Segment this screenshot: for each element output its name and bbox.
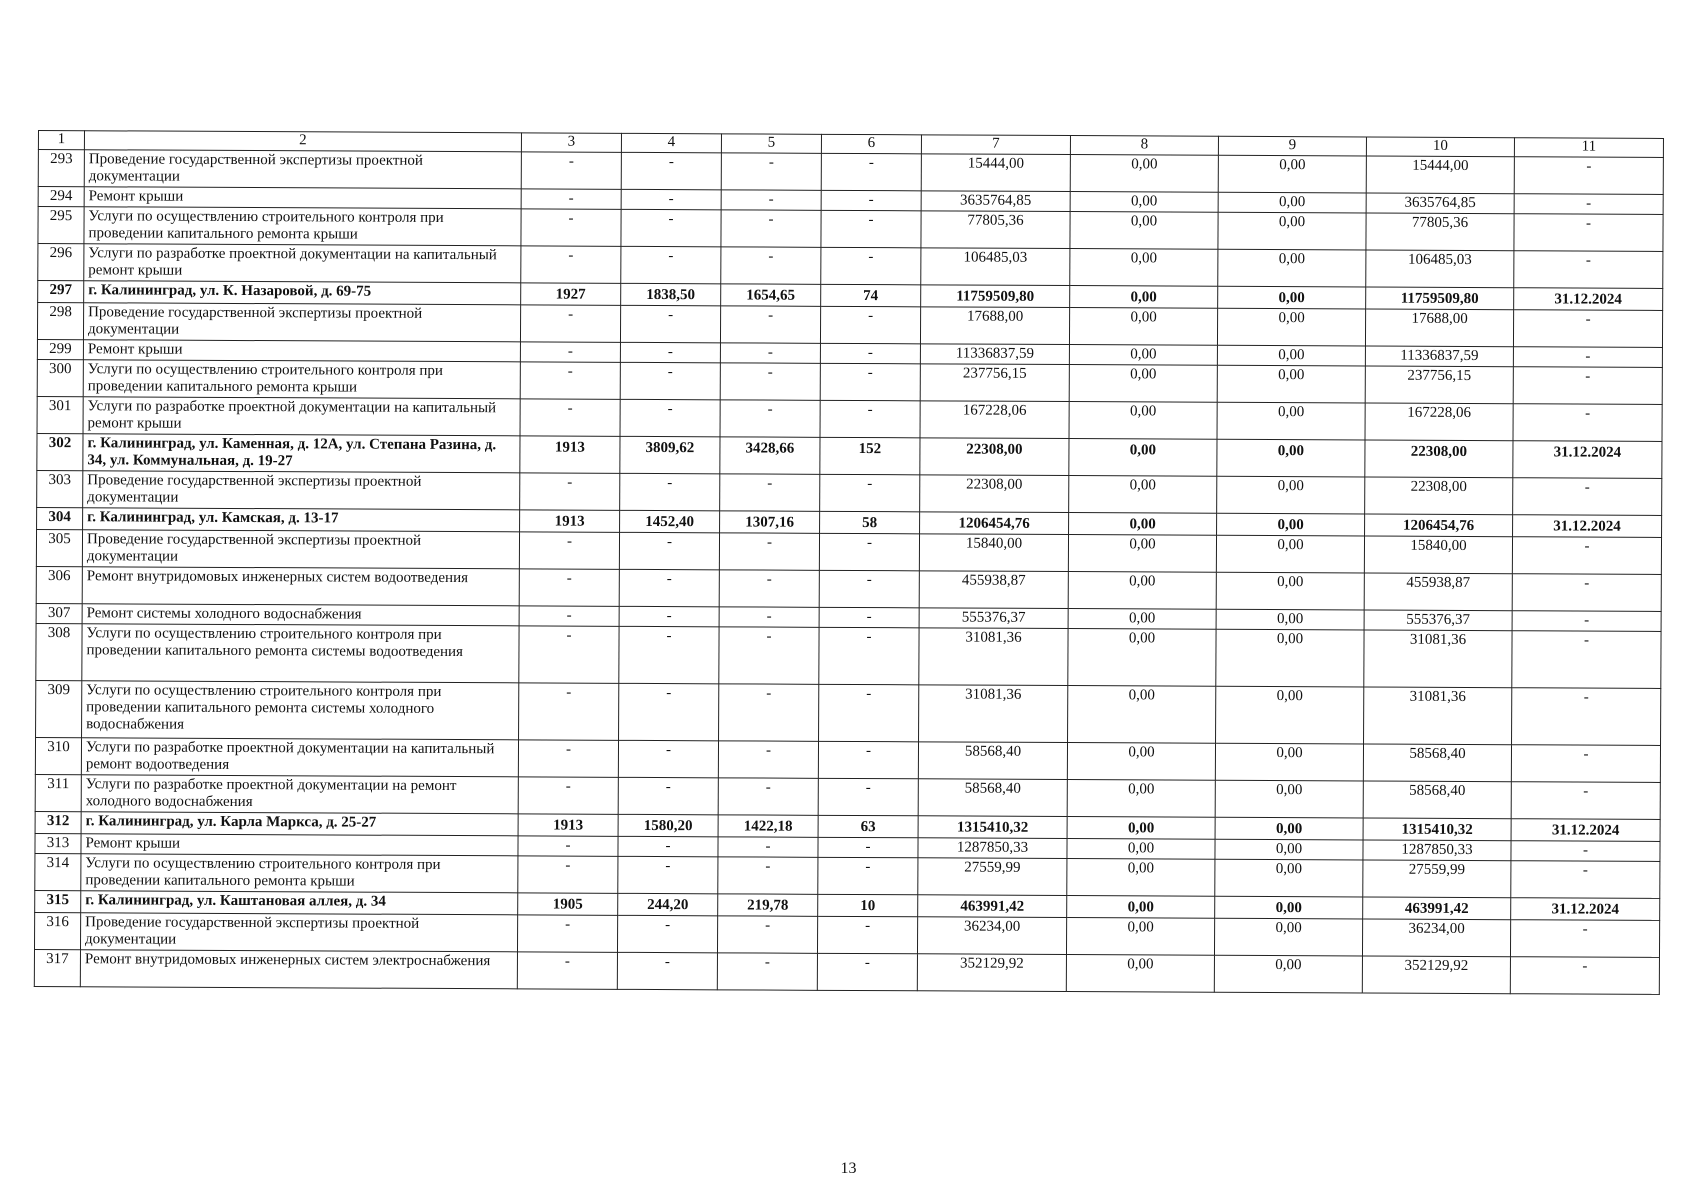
- row-description: Услуги по разработке проектной документации на капитальный ремонт крыши: [83, 397, 520, 436]
- col3-value: -: [519, 606, 619, 626]
- col7-value: 455938,87: [919, 571, 1068, 609]
- col9-value: 0,00: [1218, 192, 1366, 213]
- col8-value: 0,00: [1069, 345, 1217, 366]
- row-description: Ремонт крыши: [84, 187, 521, 209]
- row-description: Услуги по разработке проектной документации на ремонт холодного водоснабжения: [81, 775, 518, 814]
- col10-value: 352129,92: [1362, 956, 1510, 994]
- col4-value: -: [618, 856, 718, 893]
- col8-value: 0,00: [1069, 513, 1217, 536]
- col9-value: 0,00: [1216, 686, 1364, 744]
- col3-value: -: [521, 152, 621, 189]
- col4-value: -: [621, 209, 721, 246]
- row-number: 298: [37, 303, 83, 340]
- row-description: Услуги по осуществлению строительного контроля при проведении капитального ремонта системы водоотведения: [82, 624, 519, 683]
- col11-value: 31.12.2024: [1514, 288, 1663, 311]
- col5-value: -: [720, 343, 820, 363]
- column-header: 4: [621, 133, 721, 152]
- col11-value: 31.12.2024: [1513, 515, 1662, 538]
- col7-value: 11759509,80: [921, 285, 1070, 308]
- col6-value: 58: [820, 511, 920, 533]
- col9-value: 0,00: [1215, 839, 1363, 860]
- row-description: Проведение государственной экспертизы проектной документации: [82, 530, 519, 569]
- row-number: 308: [36, 623, 82, 680]
- col5-value: -: [719, 533, 819, 570]
- row-number: 305: [36, 529, 82, 566]
- col9-value: 0,00: [1217, 476, 1365, 514]
- col8-value: 0,00: [1068, 629, 1216, 687]
- col7-value: 167228,06: [920, 401, 1069, 439]
- col8-value: 0,00: [1067, 817, 1215, 840]
- col7-value: 1315410,32: [918, 816, 1067, 839]
- col3-value: 1913: [520, 510, 620, 532]
- col6-value: -: [820, 363, 920, 400]
- col5-value: -: [719, 684, 819, 741]
- col10-value: 15840,00: [1364, 536, 1512, 574]
- row-description: Ремонт внутридомовых инженерных систем водоотведения: [82, 567, 519, 606]
- col11-value: -: [1513, 478, 1662, 516]
- col4-value: 3809,62: [620, 436, 720, 473]
- col8-value: 0,00: [1070, 192, 1218, 213]
- page-number: 13: [840, 1160, 857, 1177]
- row-description: Ремонт крыши: [81, 834, 518, 856]
- col5-value: -: [720, 363, 820, 400]
- col5-value: -: [717, 916, 817, 953]
- col7-value: 555376,37: [919, 608, 1068, 629]
- row-description: Ремонт внутридомовых инженерных систем электроснабжения: [80, 950, 517, 989]
- repair-schedule-table: [34, 130, 1664, 995]
- col3-value: 1927: [521, 283, 621, 305]
- col9-value: 0,00: [1216, 572, 1364, 610]
- col11-value: -: [1511, 861, 1660, 899]
- column-header: 7: [921, 135, 1070, 155]
- col7-value: 15444,00: [921, 154, 1070, 192]
- col4-value: -: [620, 362, 720, 399]
- col10-value: 17688,00: [1365, 309, 1513, 347]
- col9-value: 0,00: [1218, 212, 1366, 250]
- column-header: 6: [821, 134, 921, 153]
- column-header: 1: [38, 131, 84, 150]
- col7-value: 36234,00: [917, 917, 1066, 955]
- col4-value: -: [618, 740, 718, 777]
- col7-value: 15840,00: [919, 534, 1068, 572]
- col9-value: 0,00: [1217, 402, 1365, 440]
- col4-value: -: [618, 777, 718, 814]
- col9-value: 0,00: [1218, 249, 1366, 287]
- col8-value: 0,00: [1068, 609, 1216, 630]
- col8-value: 0,00: [1068, 535, 1216, 573]
- col10-value: 36234,00: [1362, 919, 1510, 957]
- col5-value: -: [721, 247, 821, 284]
- col8-value: 0,00: [1070, 155, 1218, 193]
- row-number: 302: [37, 433, 83, 470]
- col6-value: -: [819, 607, 919, 627]
- col9-value: 0,00: [1217, 365, 1365, 403]
- row-number: 296: [38, 244, 84, 281]
- col5-value: -: [718, 778, 818, 815]
- col4-value: 1580,20: [618, 814, 718, 836]
- row-description: Проведение государственной экспертизы проектной документации: [80, 913, 517, 952]
- col10-value: 1315410,32: [1363, 818, 1511, 841]
- col6-value: -: [819, 627, 919, 684]
- col11-value: -: [1512, 631, 1661, 689]
- row-number: 300: [37, 359, 83, 396]
- row-number: 309: [36, 680, 82, 737]
- col5-value: -: [719, 627, 819, 684]
- col3-value: -: [517, 915, 617, 952]
- col5-value: 1307,16: [720, 511, 820, 533]
- col11-value: -: [1512, 611, 1661, 632]
- col6-value: -: [818, 741, 918, 778]
- col8-value: 0,00: [1066, 955, 1214, 993]
- row-number: 311: [35, 774, 81, 811]
- col8-value: 0,00: [1069, 439, 1217, 477]
- col7-value: 77805,36: [921, 211, 1070, 249]
- col9-value: 0,00: [1216, 629, 1364, 687]
- col9-value: 0,00: [1216, 609, 1364, 630]
- col10-value: 58568,40: [1363, 781, 1511, 819]
- col9-value: 0,00: [1218, 286, 1366, 309]
- col3-value: -: [520, 473, 620, 510]
- col6-value: -: [818, 857, 918, 894]
- row-description: Услуги по разработке проектной документации на капитальный ремонт водоотведения: [81, 738, 518, 777]
- col11-value: -: [1514, 214, 1663, 252]
- row-description: Услуги по разработке проектной документации на капитальный ремонт крыши: [84, 244, 521, 283]
- col3-value: -: [520, 305, 620, 342]
- col9-value: 0,00: [1214, 918, 1362, 956]
- col10-value: 106485,03: [1366, 250, 1514, 288]
- row-description: Проведение государственной экспертизы проектной документации: [83, 471, 520, 510]
- col10-value: 31081,36: [1364, 687, 1512, 745]
- col10-value: 3635764,85: [1366, 193, 1514, 214]
- col5-value: -: [719, 607, 819, 627]
- col4-value: -: [619, 683, 719, 740]
- col10-value: 58568,40: [1363, 744, 1511, 782]
- col10-value: 555376,37: [1364, 610, 1512, 631]
- col5-value: -: [718, 857, 818, 894]
- row-number: 297: [38, 281, 84, 303]
- col11-value: -: [1514, 157, 1663, 195]
- row-number: 294: [38, 187, 84, 207]
- row-description: г. Калининград, ул. Каштановая аллея, д. 34: [81, 891, 518, 915]
- col4-value: -: [619, 626, 719, 683]
- col9-value: 0,00: [1217, 308, 1365, 346]
- row-number: 316: [34, 912, 80, 949]
- col10-value: 455938,87: [1364, 573, 1512, 611]
- row-description: Услуги по осуществлению строительного контроля при проведении капитального ремонта системы холодного водоснабжения: [82, 681, 519, 740]
- col3-value: -: [519, 626, 619, 683]
- col9-value: 0,00: [1215, 896, 1363, 919]
- col4-value: -: [619, 532, 719, 569]
- col4-value: -: [620, 473, 720, 510]
- column-header: 9: [1218, 136, 1366, 156]
- col5-value: -: [717, 953, 817, 990]
- col8-value: 0,00: [1069, 476, 1217, 514]
- col6-value: -: [820, 306, 920, 343]
- col9-value: 0,00: [1215, 780, 1363, 818]
- col8-value: 0,00: [1070, 286, 1218, 309]
- col5-value: -: [719, 570, 819, 607]
- col6-value: 74: [821, 284, 921, 306]
- col6-value: -: [821, 247, 921, 284]
- col5-value: -: [718, 837, 818, 857]
- col9-value: 0,00: [1215, 743, 1363, 781]
- col4-value: -: [617, 915, 717, 952]
- col10-value: 11336837,59: [1365, 346, 1513, 367]
- col3-value: -: [521, 189, 621, 209]
- col11-value: -: [1512, 688, 1661, 746]
- col8-value: 0,00: [1067, 780, 1215, 818]
- col10-value: 31081,36: [1364, 630, 1512, 688]
- col10-value: 1287850,33: [1363, 840, 1511, 861]
- row-number: 293: [38, 150, 84, 187]
- col11-value: -: [1514, 251, 1663, 289]
- col11-value: -: [1514, 194, 1663, 215]
- col8-value: 0,00: [1066, 918, 1214, 956]
- col6-value: -: [820, 474, 920, 511]
- row-description: Ремонт крыши: [83, 340, 520, 362]
- col3-value: -: [520, 399, 620, 436]
- column-header: 10: [1366, 137, 1514, 157]
- col8-value: 0,00: [1069, 402, 1217, 440]
- col6-value: -: [818, 778, 918, 815]
- col11-value: 31.12.2024: [1513, 441, 1662, 479]
- row-description: Ремонт системы холодного водоснабжения: [82, 604, 519, 626]
- row-description: Услуги по осуществлению строительного контроля при проведении капитального ремонта крыши: [83, 360, 520, 399]
- row-description: г. Калининград, ул. Камская, д. 13-17: [83, 508, 520, 532]
- col8-value: 0,00: [1067, 839, 1215, 860]
- col5-value: -: [720, 306, 820, 343]
- col6-value: -: [820, 343, 920, 363]
- col6-value: -: [821, 153, 921, 190]
- col10-value: 167228,06: [1365, 403, 1513, 441]
- col7-value: 1206454,76: [920, 512, 1069, 535]
- col3-value: 1913: [520, 436, 620, 473]
- col5-value: -: [718, 741, 818, 778]
- row-number: 301: [37, 396, 83, 433]
- col3-value: -: [520, 362, 620, 399]
- row-description: г. Калининград, ул. Каменная, д. 12А, ул. Степана Разина, д. 34, ул. Коммунальная, д. 19-27: [83, 434, 520, 473]
- row-number: 304: [37, 507, 83, 529]
- row-number: 312: [35, 811, 81, 833]
- col8-value: 0,00: [1068, 572, 1216, 610]
- col4-value: -: [620, 399, 720, 436]
- col3-value: 1905: [518, 893, 618, 915]
- row-number: 317: [34, 949, 80, 986]
- col7-value: 463991,42: [918, 895, 1067, 918]
- col11-value: -: [1510, 957, 1659, 995]
- col10-value: 1206454,76: [1365, 514, 1513, 537]
- col11-value: 31.12.2024: [1511, 898, 1660, 921]
- col11-value: -: [1511, 841, 1660, 862]
- col10-value: 77805,36: [1366, 213, 1514, 251]
- col7-value: 31081,36: [919, 628, 1068, 686]
- col6-value: 152: [820, 437, 920, 474]
- col10-value: 237756,15: [1365, 366, 1513, 404]
- column-header: 2: [84, 131, 521, 152]
- col3-value: -: [519, 683, 619, 740]
- document-sheet: [34, 130, 1663, 995]
- column-header: 3: [521, 133, 621, 152]
- col7-value: 11336837,59: [920, 344, 1069, 365]
- col5-value: 1654,65: [721, 284, 821, 306]
- col4-value: -: [620, 342, 720, 362]
- col6-value: -: [818, 837, 918, 857]
- col7-value: 27559,99: [918, 858, 1067, 896]
- col11-value: -: [1513, 404, 1662, 442]
- col8-value: 0,00: [1070, 212, 1218, 250]
- col7-value: 31081,36: [919, 685, 1068, 743]
- col3-value: -: [520, 342, 620, 362]
- col8-value: 0,00: [1069, 308, 1217, 346]
- col9-value: 0,00: [1215, 859, 1363, 897]
- row-number: 307: [36, 603, 82, 623]
- row-number: 315: [35, 890, 81, 912]
- col4-value: -: [617, 952, 717, 989]
- col10-value: 22308,00: [1365, 477, 1513, 515]
- col10-value: 22308,00: [1365, 440, 1513, 478]
- row-number: 299: [37, 339, 83, 359]
- col11-value: -: [1511, 782, 1660, 820]
- col5-value: 219,78: [718, 894, 818, 916]
- col6-value: -: [821, 190, 921, 210]
- col5-value: -: [721, 153, 821, 190]
- col8-value: 0,00: [1067, 896, 1215, 919]
- col4-value: -: [621, 246, 721, 283]
- col7-value: 106485,03: [921, 248, 1070, 286]
- col5-value: -: [721, 210, 821, 247]
- col3-value: -: [518, 740, 618, 777]
- col6-value: -: [820, 400, 920, 437]
- col6-value: -: [819, 570, 919, 607]
- col4-value: -: [620, 305, 720, 342]
- col6-value: -: [817, 916, 917, 953]
- col10-value: 15444,00: [1366, 156, 1514, 194]
- col6-value: -: [821, 210, 921, 247]
- col6-value: 63: [818, 815, 918, 837]
- col11-value: -: [1513, 310, 1662, 348]
- col4-value: 244,20: [618, 893, 718, 915]
- col11-value: -: [1513, 347, 1662, 368]
- col10-value: 463991,42: [1363, 897, 1511, 920]
- col6-value: -: [819, 684, 919, 741]
- col6-value: 10: [818, 894, 918, 916]
- col11-value: -: [1510, 920, 1659, 958]
- col3-value: -: [519, 532, 619, 569]
- column-header: 11: [1514, 138, 1663, 158]
- col11-value: -: [1511, 745, 1660, 783]
- row-description: Проведение государственной экспертизы проектной документации: [84, 150, 521, 189]
- column-header: 5: [721, 134, 821, 153]
- col4-value: 1838,50: [621, 283, 721, 305]
- row-description: Услуги по осуществлению строительного контроля при проведении капитального ремонта крыши: [84, 207, 521, 246]
- col9-value: 0,00: [1216, 535, 1364, 573]
- row-number: 306: [36, 566, 82, 603]
- col9-value: 0,00: [1214, 955, 1362, 993]
- table-row: [36, 623, 1661, 688]
- row-description: г. Калининград, ул. Карла Маркса, д. 25-27: [81, 812, 518, 836]
- row-description: Услуги по осуществлению строительного контроля при проведении капитального ремонта крыши: [81, 854, 518, 893]
- row-description: Проведение государственной экспертизы проектной документации: [83, 303, 520, 342]
- col3-value: -: [518, 777, 618, 814]
- col6-value: -: [817, 953, 917, 990]
- col9-value: 0,00: [1215, 817, 1363, 840]
- row-number: 310: [35, 737, 81, 774]
- col3-value: -: [518, 856, 618, 893]
- col5-value: -: [720, 400, 820, 437]
- table-row: [36, 680, 1661, 745]
- col8-value: 0,00: [1067, 743, 1215, 781]
- col7-value: 1287850,33: [918, 838, 1067, 859]
- col9-value: 0,00: [1218, 155, 1366, 193]
- col3-value: 1913: [518, 814, 618, 836]
- col7-value: 237756,15: [920, 364, 1069, 402]
- col8-value: 0,00: [1070, 249, 1218, 287]
- col9-value: 0,00: [1217, 345, 1365, 366]
- col11-value: -: [1512, 574, 1661, 612]
- col7-value: 22308,00: [920, 475, 1069, 513]
- row-number: 314: [35, 853, 81, 890]
- col7-value: 58568,40: [918, 742, 1067, 780]
- row-number: 303: [37, 470, 83, 507]
- col4-value: -: [619, 569, 719, 606]
- col10-value: 11759509,80: [1366, 287, 1514, 310]
- col8-value: 0,00: [1067, 859, 1215, 897]
- col3-value: -: [519, 569, 619, 606]
- col9-value: 0,00: [1217, 439, 1365, 477]
- table-row: [34, 949, 1659, 994]
- col4-value: -: [618, 836, 718, 856]
- col4-value: -: [619, 606, 719, 626]
- col4-value: -: [621, 189, 721, 209]
- col9-value: 0,00: [1217, 513, 1365, 536]
- col7-value: 58568,40: [918, 779, 1067, 817]
- col8-value: 0,00: [1068, 686, 1216, 744]
- col5-value: -: [720, 474, 820, 511]
- col7-value: 3635764,85: [921, 191, 1070, 212]
- row-number: 313: [35, 833, 81, 853]
- col5-value: 1422,18: [718, 815, 818, 837]
- col4-value: 1452,40: [620, 510, 720, 532]
- col11-value: -: [1512, 537, 1661, 575]
- col3-value: -: [518, 836, 618, 856]
- col7-value: 22308,00: [920, 438, 1069, 476]
- col8-value: 0,00: [1069, 365, 1217, 403]
- col3-value: -: [521, 246, 621, 283]
- col3-value: -: [517, 952, 617, 989]
- row-description: г. Калининград, ул. К. Назаровой, д. 69-75: [84, 281, 521, 305]
- col6-value: -: [819, 533, 919, 570]
- col5-value: 3428,66: [720, 437, 820, 474]
- col11-value: 31.12.2024: [1511, 819, 1660, 842]
- col7-value: 352129,92: [917, 954, 1066, 992]
- column-header: 8: [1070, 136, 1218, 156]
- col7-value: 17688,00: [920, 307, 1069, 345]
- col10-value: 27559,99: [1363, 860, 1511, 898]
- col5-value: -: [721, 190, 821, 210]
- row-number: 295: [38, 207, 84, 244]
- col11-value: -: [1513, 367, 1662, 405]
- col4-value: -: [621, 152, 721, 189]
- col3-value: -: [521, 209, 621, 246]
